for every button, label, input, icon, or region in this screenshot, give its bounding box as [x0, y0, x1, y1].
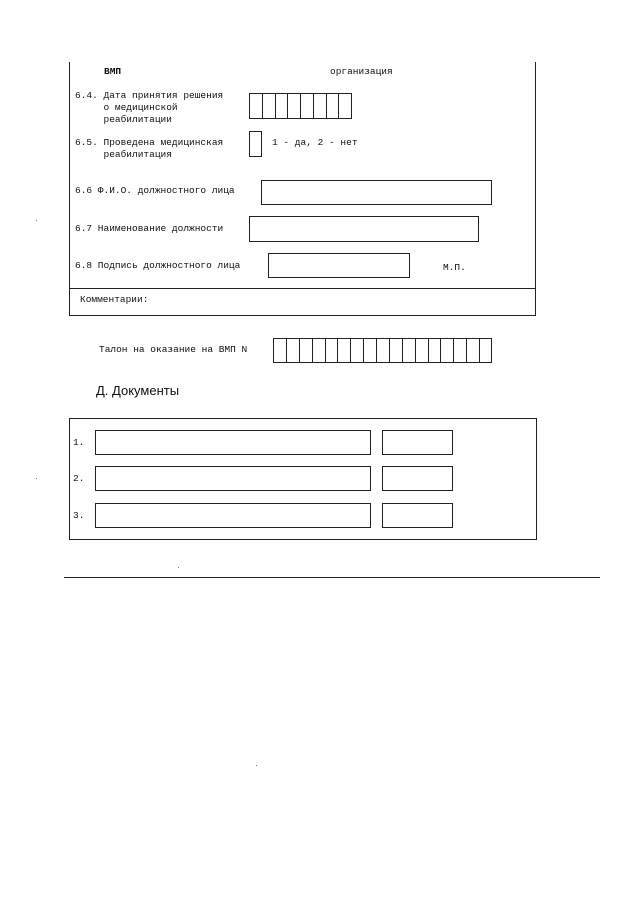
field-6-7-label: 6.7 Наименование должности	[75, 223, 224, 234]
document-row-3-extra-field[interactable]	[382, 503, 453, 528]
comments-top-divider	[69, 288, 536, 289]
rehabilitation-done-box[interactable]	[249, 131, 262, 157]
document-row-2-name-field[interactable]	[95, 466, 371, 491]
scan-speck	[36, 478, 37, 479]
header-vmp: ВМП	[104, 66, 122, 77]
header-organization: организация	[330, 66, 393, 77]
page-bottom-separator	[64, 577, 600, 578]
comments-label: Комментарии:	[80, 294, 149, 305]
document-row-1-number: 1.	[73, 437, 85, 448]
talon-number-cells[interactable]	[273, 338, 492, 363]
field-6-5-hint: 1 - да, 2 - нет	[272, 137, 358, 148]
signature-field[interactable]	[268, 253, 410, 278]
field-6-5-label: 6.5. Проведена медицинская реабилитация	[75, 137, 224, 160]
decision-date-cells[interactable]	[249, 93, 352, 119]
stamp-label: М.П.	[443, 262, 466, 273]
document-row-1-name-field[interactable]	[95, 430, 371, 455]
field-6-8-label: 6.8 Подпись должностного лица	[75, 260, 241, 271]
document-row-3-name-field[interactable]	[95, 503, 371, 528]
document-row-2-number: 2.	[73, 473, 85, 484]
documents-title: Д. Документы	[96, 383, 180, 398]
scan-speck	[178, 567, 179, 568]
scan-speck	[256, 765, 257, 766]
document-row-1-extra-field[interactable]	[382, 430, 453, 455]
document-row-2-extra-field[interactable]	[382, 466, 453, 491]
field-6-4-label: 6.4. Дата принятия решения о медицинской реабилитации	[75, 90, 224, 125]
scan-speck	[36, 220, 37, 221]
official-name-field[interactable]	[261, 180, 492, 205]
document-row-3-number: 3.	[73, 510, 85, 521]
form-frame-right-border	[535, 62, 536, 316]
talon-label: Талон на оказание на ВМП N	[99, 344, 248, 355]
field-6-6-label: 6.6 Ф.И.О. должностного лица	[75, 185, 235, 196]
form-frame-bottom-border	[69, 315, 536, 316]
form-frame-left-border	[69, 62, 70, 316]
position-name-field[interactable]	[249, 216, 479, 242]
